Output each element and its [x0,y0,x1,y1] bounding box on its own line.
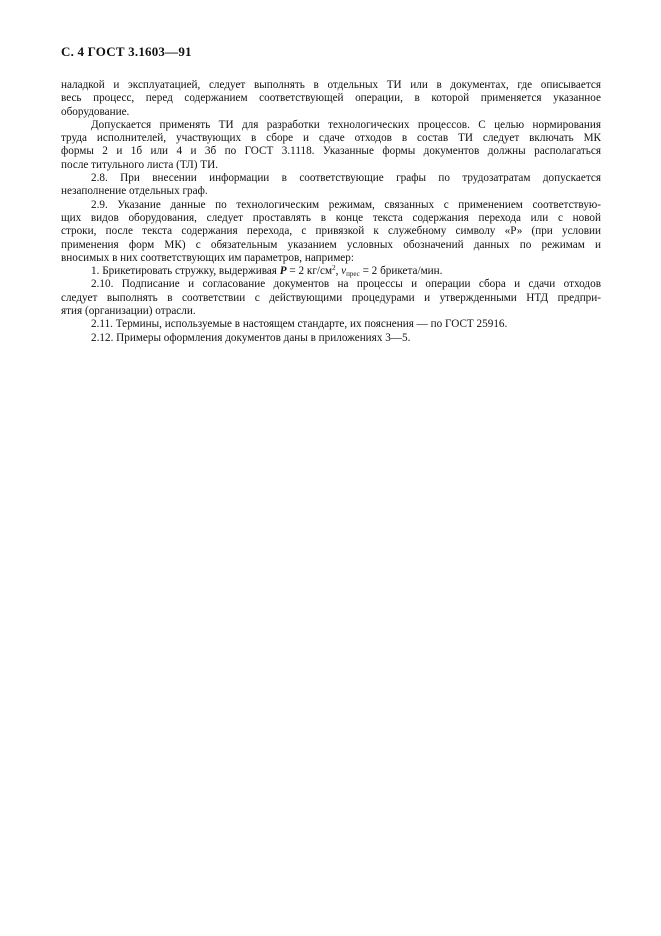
example-text-pressure: = 2 кг/см [286,265,333,278]
text-line: весь процесс, перед содержанием соответствующей операции, в которой применяется указанное [61,92,601,105]
text-line: после титульного листа (ТЛ) ТИ. [61,158,219,171]
text-line: 2.12. Примеры оформления документов даны в приложениях 3—5. [91,331,411,344]
page-header: С. 4 ГОСТ 3.1603—91 [61,44,192,59]
paragraph-example [61,265,601,278]
text-line: строки, после текста содержания перехода, с привязкой к служебному символу «Р» (при условии [61,225,601,238]
example-text-end: = 2 брикета/мин. [359,265,443,278]
text-line: щих видов оборудования, следует проставлять в конце текста содержания перехода или с новой [61,211,601,224]
speed-subscript: прес [346,270,360,279]
paragraph-2-8 [61,172,601,199]
example-line [61,265,601,278]
text-line: незаполнение отдельных граф. [61,185,208,198]
text-line: 2.9. Указание данные по технологическим режимам, связанных с применением соответствую- [91,198,601,211]
paragraph-2-9 [61,199,601,265]
text-line: 2.11. Термины, используемые в настоящем стандарте, их пояснения — по ГОСТ 25916. [91,318,508,331]
text-line: наладкой и эксплуатацией, следует выполнять в отдельных ТИ или в документах, где описывается [61,79,601,91]
example-text-start: 1. Брикетировать стружку, выдерживая [91,265,280,278]
unit-superscript: 2 [332,265,336,273]
pressure-variable: P [279,265,287,278]
text-line: формы 2 и 1б или 4 и 3б по ГОСТ 3.1118. Указанные формы документов должны располагаться [61,145,601,158]
document-body [61,79,601,345]
text-line: 2.10. Подписание и согласование документов на процессы и операции сбора и сдачи отходов [91,278,601,291]
text-line: ятия (организации) отрасли. [61,305,196,318]
paragraph-2-12 [61,332,601,345]
text-line: следует выполнять в соответствии с действующими процедурами и утвержденными НТД предпри- [61,291,601,304]
speed-variable: v [341,265,347,278]
paragraph-2-10 [61,278,601,318]
text-line: оборудование. [61,105,130,118]
text-line: Допускается применять ТИ для разработки технологических процессов. С целью нормирования [91,118,601,131]
text-line: вносимых в них соответствующих им параметров, например: [61,251,354,264]
paragraph-ti-usage [61,119,601,172]
text-line: труда исполнителей, участвующих в сборе и сдаче отходов в состав ТИ следует включать МК [61,132,601,145]
paragraph-2-11 [61,318,601,331]
example-separator: , [335,265,342,278]
paragraph-continuation [61,79,601,119]
text-line: применения форм МК) с обязательным указанием условных обозначений данных по режимам и [61,238,601,251]
text-line: 2.8. При внесении информации в соответствующие графы по трудозатратам допускается [91,172,601,185]
